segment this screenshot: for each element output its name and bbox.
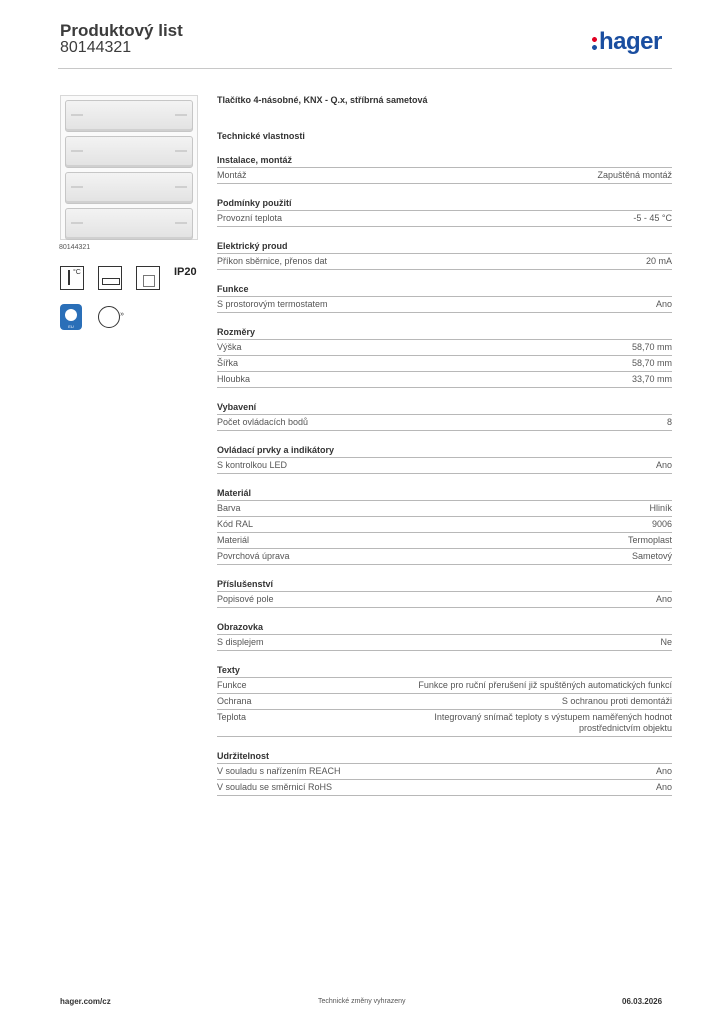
spec-label: Příkon sběrnice, přenos dat [217, 256, 328, 266]
spec-section [217, 198, 672, 227]
spec-section [217, 155, 672, 184]
section-heading: Instalace, montáž [217, 155, 672, 168]
spec-label: V souladu se směrnicí RoHS [217, 782, 333, 792]
spec-row [217, 764, 672, 780]
section-heading: Udržitelnost [217, 751, 672, 764]
spec-label: Šířka [217, 358, 239, 368]
spec-label: Provozní teplota [217, 213, 283, 223]
spec-row [217, 533, 672, 549]
image-caption: 80144321 [59, 244, 91, 251]
product-image [60, 95, 198, 240]
ip20-icon: IP20 [174, 266, 197, 278]
spec-section [217, 751, 672, 796]
logo-dots-icon [592, 37, 597, 50]
spec-row [217, 254, 672, 270]
spec-row [217, 635, 672, 651]
spec-row [217, 297, 672, 313]
section-heading: Podmínky použití [217, 198, 672, 211]
spec-value: -5 - 45 °C [633, 213, 672, 223]
spec-label: Montáž [217, 170, 247, 180]
page-title: Produktový list [60, 21, 183, 40]
spec-value: 8 [666, 417, 672, 427]
tech-properties-title: Technické vlastnosti [217, 131, 305, 141]
spec-label: Povrchová úprava [217, 551, 290, 561]
spec-value: Termoplast [627, 535, 672, 545]
spec-value: 58,70 mm [631, 358, 672, 368]
spec-section [217, 284, 672, 313]
spec-section [217, 488, 672, 565]
spec-section [217, 579, 672, 608]
spec-label: Hloubka [217, 374, 251, 384]
footer-website-link[interactable]: hager.com/cz [60, 997, 111, 1006]
spec-row [217, 501, 672, 517]
section-heading: Elektrický proud [217, 241, 672, 254]
spec-row [217, 592, 672, 608]
spec-row [217, 549, 672, 565]
spec-label: Popisové pole [217, 594, 274, 604]
spec-label: S prostorovým termostatem [217, 299, 328, 309]
spec-section [217, 622, 672, 651]
section-heading: Rozměry [217, 327, 672, 340]
spec-value: 58,70 mm [631, 342, 672, 352]
spec-row [217, 694, 672, 710]
hager-logo[interactable] [592, 28, 662, 56]
spec-row [217, 780, 672, 796]
spec-value: Ne [660, 637, 672, 647]
thermometer-icon: °C [60, 266, 84, 290]
section-heading: Příslušenství [217, 579, 672, 592]
spec-label: S kontrolkou LED [217, 460, 288, 470]
spec-label: Materiál [217, 535, 250, 545]
display-icon [136, 266, 160, 290]
rocker-4 [65, 208, 193, 240]
spec-row [217, 211, 672, 227]
spec-value: Sametový [631, 551, 672, 561]
spec-value: 20 mA [645, 256, 672, 266]
spec-content [217, 95, 672, 796]
rocker-2 [65, 136, 193, 168]
ring-icon: » [98, 306, 120, 328]
spec-row [217, 710, 672, 737]
spec-value: Ano [655, 594, 672, 604]
spec-value: S ochranou proti demontáži [561, 696, 672, 706]
product-code: 80144321 [60, 39, 132, 56]
spec-label: Výška [217, 342, 242, 352]
spec-label: Teplota [217, 712, 247, 722]
section-heading: Texty [217, 665, 672, 678]
spec-row [217, 356, 672, 372]
spec-section [217, 402, 672, 431]
spec-row [217, 458, 672, 474]
spec-section [217, 327, 672, 388]
spec-section [217, 241, 672, 270]
spec-sections [217, 155, 672, 796]
spec-value: 9006 [651, 519, 672, 529]
spec-row [217, 517, 672, 533]
spec-value: Funkce pro ruční přerušení již spuštěných automatických funkcí [418, 680, 672, 690]
logo-text: hager [599, 28, 662, 55]
footer-disclaimer: Technické změny vyhrazeny [318, 998, 406, 1005]
spec-value: Ano [655, 299, 672, 309]
section-heading: Ovládací prvky a indikátory [217, 445, 672, 458]
spec-label: Počet ovládacích bodů [217, 417, 309, 427]
spec-row [217, 340, 672, 356]
spec-row [217, 168, 672, 184]
spec-label: S displejem [217, 637, 264, 647]
spec-value: Ano [655, 766, 672, 776]
product-name: Tlačítko 4-násobné, KNX - Q.x, stříbrná sametová [217, 95, 428, 105]
spec-row [217, 678, 672, 694]
spec-label: Ochrana [217, 696, 252, 706]
header-divider [58, 68, 672, 69]
footer-date: 06.03.2026 [622, 997, 663, 1006]
section-heading: Obrazovka [217, 622, 672, 635]
spec-value: 33,70 mm [631, 374, 672, 384]
rocker-1 [65, 100, 193, 132]
spec-section [217, 445, 672, 474]
spec-value: Hliník [649, 503, 672, 513]
eco-label-icon: EU [60, 304, 82, 330]
section-heading: Funkce [217, 284, 672, 297]
spec-label: Funkce [217, 680, 247, 690]
spec-row [217, 372, 672, 388]
spec-value: Ano [655, 460, 672, 470]
spec-label: Kód RAL [217, 519, 254, 529]
section-heading: Materiál [217, 488, 672, 501]
button-icon [98, 266, 122, 290]
spec-value: Zapuštěná montáž [597, 170, 672, 180]
spec-label: V souladu s nařízením REACH [217, 766, 341, 776]
section-heading: Vybavení [217, 402, 672, 415]
spec-section [217, 665, 672, 737]
spec-value: Integrovaný snímač teploty s výstupem naměřených hodnot prostřednictvím objektu [434, 712, 672, 733]
spec-value: Ano [655, 782, 672, 792]
spec-row [217, 415, 672, 431]
rocker-3 [65, 172, 193, 204]
spec-label: Barva [217, 503, 241, 513]
